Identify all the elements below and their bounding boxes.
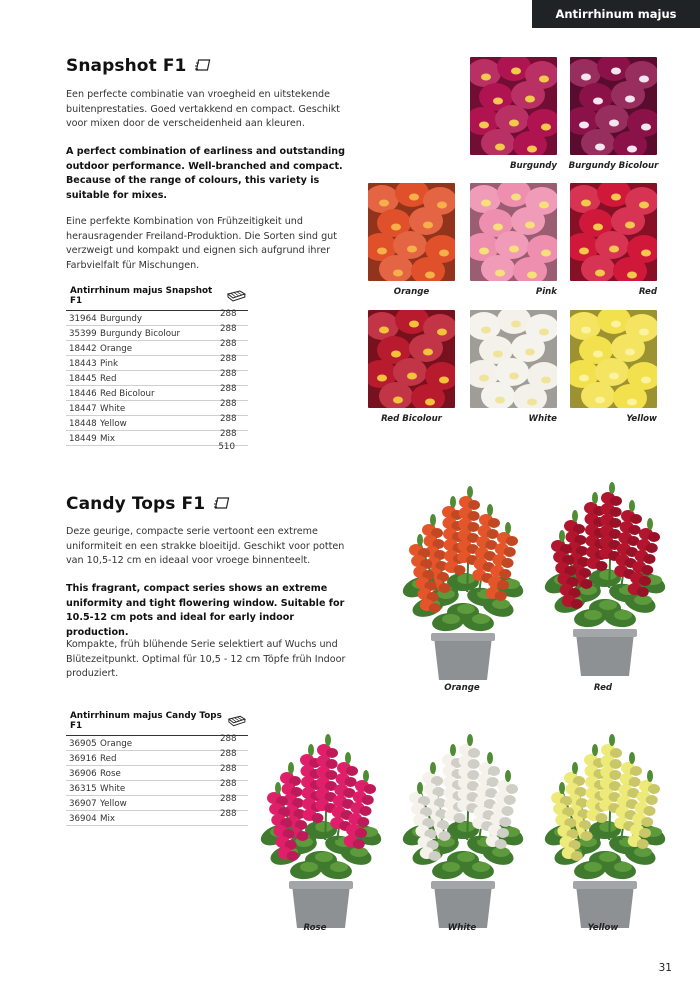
variety-name: Red	[100, 374, 117, 384]
plant-caption: Red	[593, 683, 613, 693]
variety-code: 31964	[69, 314, 97, 324]
seeds-per-tray: 288	[220, 324, 237, 334]
variety-name: Yellow	[100, 799, 127, 809]
variety-name: Mix	[100, 434, 116, 444]
flower-photo	[470, 310, 557, 408]
candy-variety-table	[66, 711, 248, 826]
variety-name: Red	[100, 754, 117, 764]
plant-caption: Rose	[303, 923, 327, 933]
seeds-per-tray: 288	[220, 354, 237, 364]
page-number: 31	[658, 962, 672, 974]
flower-photo	[570, 183, 657, 281]
candy-description-nl: Deze geurige, compacte serie vertoont een extreme uniformiteit en een strakke bloeitijd. Geschikt voor potten van 10,5-12 cm en ideaal voor vroege binnenteelt.	[66, 526, 345, 567]
variety-code: 18447	[69, 404, 97, 414]
variety-code: 18443	[69, 359, 97, 369]
table-header	[66, 286, 248, 311]
seeds-per-tray: 288	[220, 764, 237, 774]
pot-icon	[213, 496, 231, 512]
variety-code: 36906	[69, 769, 97, 779]
potted-plant-photo	[398, 730, 528, 930]
seeds-per-tray: 288	[220, 779, 237, 789]
extra-qty	[66, 442, 248, 461]
candy-title	[66, 494, 231, 514]
flower-photo	[470, 57, 557, 155]
snapshot-title	[66, 56, 212, 76]
table-title: Antirrhinum majus Candy Tops F1	[70, 711, 222, 731]
header-tab	[532, 0, 700, 28]
flower-photo	[368, 310, 455, 408]
plant-caption: White	[447, 923, 477, 933]
photo-caption: Yellow	[626, 414, 657, 424]
extra-qty-value: 510	[218, 442, 235, 452]
snapshot-description-nl: Een perfecte combinatie van vroegheid en uitstekende buitenprestaties. Goed vertakkend en compact. Geschikt voor mixen door de verscheidenheid aan kleuren.	[66, 89, 341, 130]
variety-name: Mix	[100, 814, 116, 824]
snapshot-description-de: Eine perfekte Kombination von Frühzeitigkeit und herausragender Freiland-Produktion. Die Sorten sind gut verzweigt und kompakt und eignen sich aufgrund ihrer Farbvielfalt für Mischungen.	[66, 216, 338, 271]
candy-description-de: Kompakte, früh blühende Serie selektiert auf Wuchs und Blütezeitpunkt. Optimal für 10,5 - 12 cm Töpfe früh Indoor produziert.	[66, 639, 346, 680]
seeds-per-tray: 288	[220, 339, 237, 349]
photo-caption: Burgundy Bicolour	[568, 161, 659, 171]
seeds-per-tray: 288	[220, 414, 237, 424]
photo-caption: Red Bicolour	[381, 414, 442, 424]
variety-code: 18442	[69, 344, 97, 354]
variety-code: 18449	[69, 434, 97, 444]
variety-code: 36907	[69, 799, 97, 809]
variety-code: 36904	[69, 814, 97, 824]
potted-plant-photo	[256, 730, 386, 930]
flower-photo	[470, 183, 557, 281]
photo-caption: Red	[638, 287, 657, 297]
plant-caption: Orange	[444, 683, 480, 693]
seeds-per-tray: 288	[220, 369, 237, 379]
flower-photo	[570, 310, 657, 408]
potted-plant-photo	[398, 482, 528, 682]
variety-code: 35399	[69, 329, 97, 339]
candy-description-en: This fragrant, compact series shows an extreme uniformity and tight flowering window. Suitable for 10.5-12 cm pots and ideal for early indoor production.	[66, 583, 345, 638]
header-tab-label: Antirrhinum majus	[555, 7, 677, 21]
variety-code: 18446	[69, 389, 97, 399]
variety-name: Burgundy	[100, 314, 143, 324]
seeds-per-tray: 288	[220, 309, 237, 319]
snapshot-description-en: A perfect combination of earliness and outstanding outdoor performance. Well-branched and compact. Because of the range of colours, this variety is suitable for mixes.	[66, 146, 345, 201]
variety-code: 36905	[69, 739, 97, 749]
seed-tray-icon	[227, 715, 246, 727]
snapshot-rows	[66, 311, 248, 446]
snapshot-title-text: Snapshot F1	[66, 56, 187, 76]
potted-plant-photo	[540, 478, 670, 678]
pot-icon	[194, 58, 212, 74]
seed-tray-icon	[226, 290, 246, 302]
table-header	[66, 711, 248, 736]
variety-code: 18445	[69, 374, 97, 384]
photo-caption: Burgundy	[509, 161, 557, 171]
potted-plant-photo	[540, 730, 670, 930]
variety-code: 36916	[69, 754, 97, 764]
seeds-per-tray: 288	[220, 749, 237, 759]
variety-name: Red Bicolour	[100, 389, 155, 399]
candy-rows	[66, 736, 248, 826]
variety-name: White	[100, 784, 126, 794]
seeds-per-tray: 288	[220, 384, 237, 394]
variety-code: 18448	[69, 419, 97, 429]
variety-name: Rose	[100, 769, 121, 779]
seeds-per-tray: 288	[220, 794, 237, 804]
variety-name: Pink	[100, 359, 118, 369]
photo-caption: White	[528, 414, 557, 424]
plant-caption: Yellow	[587, 923, 619, 933]
variety-name: Yellow	[100, 419, 127, 429]
variety-code: 36315	[69, 784, 97, 794]
flower-photo	[570, 57, 657, 155]
variety-name: Orange	[100, 344, 133, 354]
photo-caption: Orange	[393, 287, 430, 297]
table-row	[66, 811, 248, 826]
seeds-per-tray: 288	[220, 809, 237, 819]
candy-title-text: Candy Tops F1	[66, 494, 206, 514]
seeds-per-tray: 288	[220, 734, 237, 744]
snapshot-variety-table	[66, 286, 248, 461]
variety-name: Burgundy Bicolour	[100, 329, 181, 339]
variety-name: White	[100, 404, 126, 414]
photo-caption: Pink	[535, 287, 557, 297]
variety-name: Orange	[100, 739, 133, 749]
flower-photo	[368, 183, 455, 281]
seeds-per-tray: 288	[220, 429, 237, 439]
seeds-per-tray: 288	[220, 399, 237, 409]
table-title: Antirrhinum majus Snapshot F1	[70, 286, 213, 306]
